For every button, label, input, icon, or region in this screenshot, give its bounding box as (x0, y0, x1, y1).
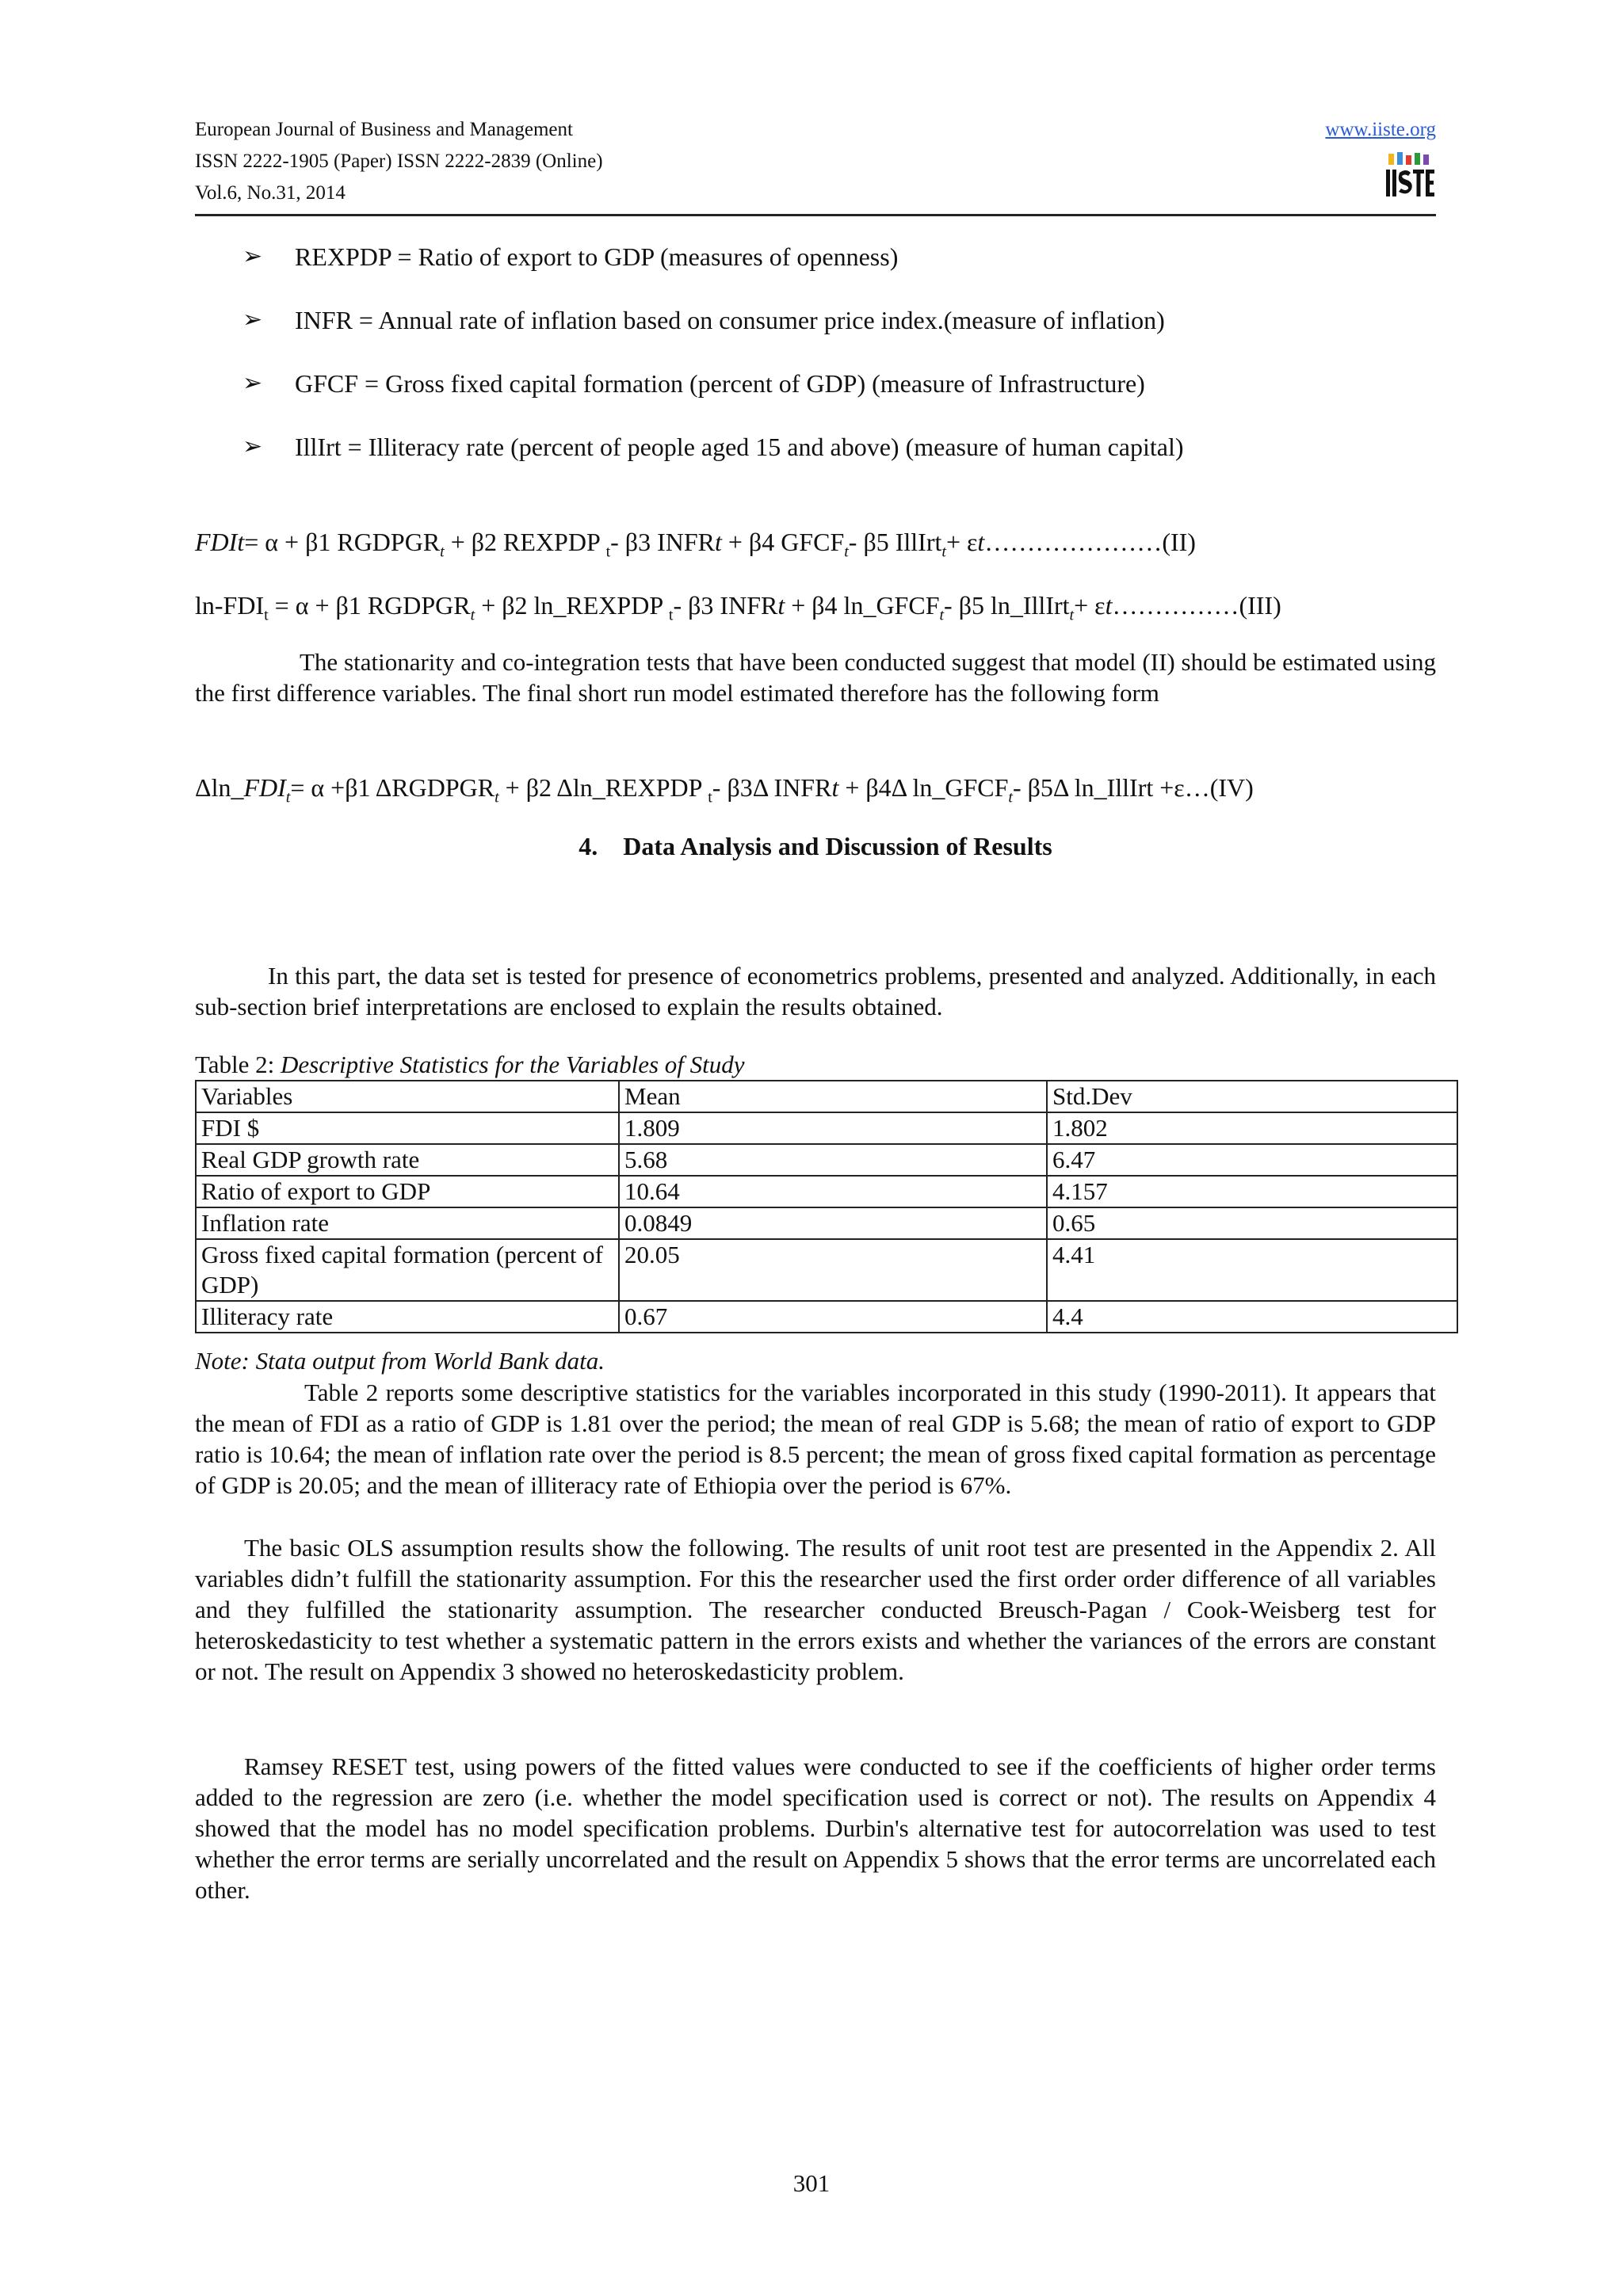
table-caption: Table 2: Descriptive Statistics for the Variables of Study (195, 1051, 745, 1078)
table-cell: Ratio of export to GDP (196, 1176, 619, 1207)
table-cell: 0.0849 (619, 1207, 1047, 1239)
table-row (196, 1112, 1457, 1144)
paragraph-stationarity: The stationarity and co-integration tests that have been conducted suggest that model (II) should be estimated using the first difference variables. The final short run model estimated therefore has the following form (195, 648, 1436, 707)
paragraph-intro: In this part, the data set is tested for presence of econometrics problems, presented and analyzed. Additionally, in each sub-section brief interpretations are enclosed to explain the results obtained. (195, 962, 1436, 1020)
table-cell: 5.68 (619, 1144, 1047, 1176)
table-header-cell: Mean (619, 1081, 1047, 1112)
table-header-cell: Variables (196, 1081, 619, 1112)
table-cell: 1.809 (619, 1112, 1047, 1144)
page: European Journal of Business and Management ISSN 2222-1905 (Paper) ISSN 2222-2839 (Online) Vol.6, No.31, 2014 www.iiste.org ➢ REXPDP = Ratio of export to GDP (measures of openness) ➢ INFR = Annual rate of inflation based on consumer price index.(measure of inflation) ➢ GFCF = Gross fixed capital formation (percent of GDP) (measure of Infrastructure) ➢ IllIrt = Illiteracy rate (percent of people aged 15 and above) (measure of human capital) FDIt= α + β1 $RGDPGR_t + \beta 2$ REXPDP $_t$- β3 INFRt + β4 $GFCF_t-$ β5 IllIrt$_t$+ εt…………………(II) $\ln-FDI_t = \alpha + \beta 1$ $RGDPGR_t + \beta 2$ ln_REXPDP $_t$- β3 INFRt + β4 $\ln\_GFCF_t-$ β5 ln_IllIrt$_t$+ εt……………(III) The stationarity and co-integration tests that have been conducted suggest that model (II) should be estimated using the first difference variables. The final short run model estimated therefore has the following form $\Delta\ln\_FDI_t= \alpha +\beta 1$ $\Delta RGDPGR_t + \beta 2$ Δln_REXPDP $_t$- β3Δ INFRt + β4Δ $\ln\_GFCF_t-$ β5Δ ln_IllIrt +ε…(IV) 4. Data Analysis and Discussion of Results In this part, the data set is tested for presence of econometrics problems, presented and analyzed. Additionally, in each sub-section brief interpretations are enclosed to explain the results obtained. Table 2: Descriptive Statistics for the Variables of Study Variables Mean Std.Dev FDI $ 1.809 1.802 Real GDP growth rate 5.68 6.47 Ratio of export to GDP 10.64 4.157 Inflation rate 0.0849 0.65 Gross fixed capital formation (percent of GDP) 20.05 4.41 Illiteracy rate 0.67 4.4 Note: Stata output from World Bank data. Table 2 reports some descriptive statistics for the variables incorporated in this study (1990-2011). It appears that the mean of FDI as a ratio of GDP is 1.81 over the period; the mean of real GDP is 5.68; the mean of ratio of export to GDP ratio is 10.64; the mean of inflation rate over the period is 8.5 percent; the mean of gross fixed capital formation as percentage of GDP is 20.05; and the mean of illiteracy rate of Ethiopia over the period is 67%. The basic OLS assumption results show the following. The results of unit root test are presented in the Appendix 2. All variables didn’t fulfill the stationarity assumption. For this the researcher used the first order order difference of all variables and they fulfilled the stationarity assumption. The researcher conducted Breusch-Pagan / Cook-Weisberg test for heteroskedasticity to test whether a systematic pattern in the errors exists and whether the variances of the errors are constant or not. The result on Appendix 3 showed no heteroskedasticity problem. Ramsey RESET test, using powers of the fitted values were conducted to see if the coefficients of higher order terms added to the regression are zero (i.e. whether the model specification used is correct or not). The results on Appendix 4 showed that the model has no model specification problems. Durbin's alternative test for autocorrelation was used to test whether the error terms are serially uncorrelated and the result on Appendix 5 shows that the error terms are uncorrelated each other. 301 (0, 0, 1623, 2296)
table-cell: 20.05 (619, 1239, 1047, 1301)
table-cell: FDI $ (196, 1112, 619, 1144)
arrow-bullet-icon: ➢ (242, 243, 263, 269)
table-cell: Real GDP growth rate (196, 1144, 619, 1176)
table-cell: Illiteracy rate (196, 1301, 619, 1333)
table-cell: 1.802 (1047, 1112, 1457, 1144)
journal-title: European Journal of Business and Management (195, 119, 573, 140)
paragraph-table2-discussion: Table 2 reports some descriptive statistics for the variables incorporated in this study (1990-2011). It appears that the mean of FDI as a ratio of GDP is 1.81 over the period; the mean of real GDP is 5.68; the mean of ratio of export to GDP ratio is 10.64; the mean of inflation rate over the period is 8.5 percent; the mean of gross fixed capital formation as percentage of GDP is 20.05; and the mean of illiteracy rate of Ethiopia over the period is 67%. (195, 1379, 1436, 1499)
page-number: 301 (792, 2169, 831, 2197)
equation-iii: $\ln-FDI_t = \alpha + \beta 1$ $RGDPGR_t + \beta 2$ ln_REXPDP $_t$- β3 INFRt + β4 $\ln\_GFCF_t-$ β5 ln_IllIrt$_t$+ εt……………(III) (195, 591, 1281, 624)
table-cell: 4.41 (1047, 1239, 1457, 1301)
arrow-bullet-icon: ➢ (242, 433, 263, 460)
equation-ii: FDIt= α + β1 $RGDPGR_t + \beta 2$ REXPDP $_t$- β3 INFRt + β4 $GFCF_t-$ β5 IllIrt$_t$+ εt…………………(II) (195, 528, 1196, 561)
journal-website-link[interactable]: www.iiste.org (1325, 119, 1436, 140)
table-cell: Inflation rate (196, 1207, 619, 1239)
arrow-bullet-icon: ➢ (242, 307, 263, 333)
header-divider (195, 214, 1436, 216)
journal-header (195, 114, 1436, 209)
section-heading (195, 832, 1436, 861)
arrow-bullet-icon: ➢ (242, 370, 263, 396)
section-title: Data Analysis and Discussion of Results (623, 832, 1052, 860)
table-row (196, 1144, 1457, 1176)
equation-iv: $\Delta\ln\_FDI_t= \alpha +\beta 1$ $\Delta RGDPGR_t + \beta 2$ Δln_REXPDP $_t$- β3Δ INFRt + β4Δ $\ln\_GFCF_t-$ β5Δ ln_IllIrt +ε…(IV) (195, 773, 1254, 807)
paragraph-ols-assumptions: The basic OLS assumption results show the following. The results of unit root test are presented in the Appendix 2. All variables didn’t fulfill the stationarity assumption. For this the researcher used the first order order difference of all variables and they fulfilled the stationarity assumption. The researcher conducted Breusch-Pagan / Cook-Weisberg test for heteroskedasticity to test whether a systematic pattern in the errors exists and whether the variances of the errors are constant or not. The result on Appendix 3 showed no heteroskedasticity problem. (195, 1534, 1436, 1685)
table-cell: 0.67 (619, 1301, 1047, 1333)
table-header-cell: Std.Dev (1047, 1081, 1457, 1112)
table-header-row (196, 1081, 1457, 1112)
section-number: 4. (579, 832, 598, 860)
table-cell: 10.64 (619, 1176, 1047, 1207)
descriptive-statistics-table (195, 1080, 1458, 1333)
table-cell: 4.157 (1047, 1176, 1457, 1207)
table-cell: 0.65 (1047, 1207, 1457, 1239)
table-note: Note: Stata output from World Bank data. (195, 1347, 605, 1375)
iiste-logo-icon (1384, 151, 1436, 203)
table-row (196, 1176, 1457, 1207)
paragraph-ramsey-reset: Ramsey RESET test, using powers of the fitted values were conducted to see if the coefficients of higher order terms added to the regression are zero (i.e. whether the model specification used is correct or not). The results on Appendix 4 showed that the model has no model specification problems. Durbin's alternative test for autocorrelation was used to test whether the error terms are serially uncorrelated and the result on Appendix 5 shows that the error terms are uncorrelated each other. (195, 1753, 1436, 1904)
journal-volume: Vol.6, No.31, 2014 (195, 182, 346, 204)
table-cell: Gross fixed capital formation (percent of GDP) (196, 1239, 619, 1301)
table-row (196, 1301, 1457, 1333)
table-row (196, 1239, 1457, 1301)
table-row (196, 1207, 1457, 1239)
table-cell: 6.47 (1047, 1144, 1457, 1176)
journal-issn: ISSN 2222-1905 (Paper) ISSN 2222-2839 (Online) (195, 151, 603, 172)
table-cell: 4.4 (1047, 1301, 1457, 1333)
